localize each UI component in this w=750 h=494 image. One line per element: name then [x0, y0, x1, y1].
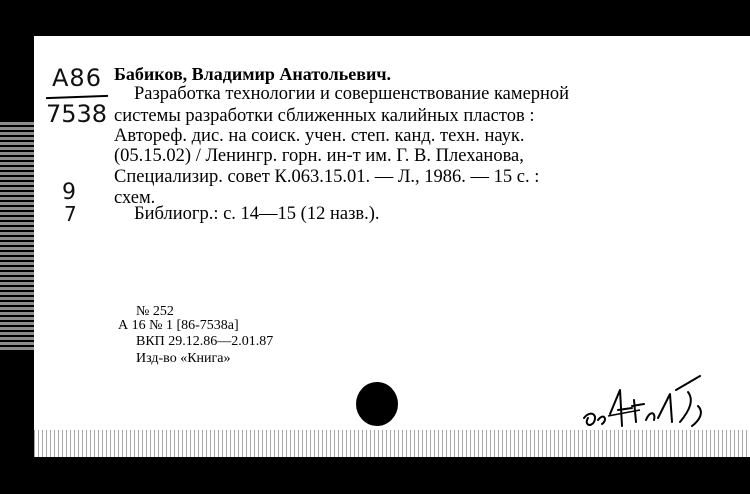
call-number-bottom: 7538 [46, 100, 108, 128]
description-line-3: Автореф. дис. на соиск. учен. степ. канд. техн. наук. [114, 126, 525, 146]
margin-mark-2: 7 [64, 202, 77, 226]
ink-stamp-blot [356, 382, 398, 426]
author-heading: Бабиков, Владимир Анатольевич. [114, 64, 392, 84]
bibliography-note: Библиогр.: с. 14—15 (12 назв.). [134, 204, 380, 224]
call-number-top: А86 [52, 64, 102, 92]
description-line-4: (05.15.02) / Ленингр. горн. ин-т им. Г. В. Плеханова, [114, 146, 524, 166]
description-line-6: схем. [114, 188, 156, 208]
card-index: А 16 № 1 [86-7538а] [118, 318, 239, 333]
handwritten-signature [580, 370, 710, 440]
publisher: Изд-во «Книга» [136, 351, 231, 366]
description-line-1: Разработка технологии и совершенствование камерной [134, 84, 570, 104]
vkp-dates: ВКП 29.12.86—2.01.87 [136, 334, 274, 349]
description-line-2: системы разработки сближенных калийных пластов : [114, 106, 535, 126]
margin-mark-1: 9 [62, 180, 76, 205]
description-line-5: Специализир. совет К.063.15.01. — Л., 1986. — 15 с. : [114, 167, 540, 187]
card-number: № 252 [136, 304, 174, 319]
